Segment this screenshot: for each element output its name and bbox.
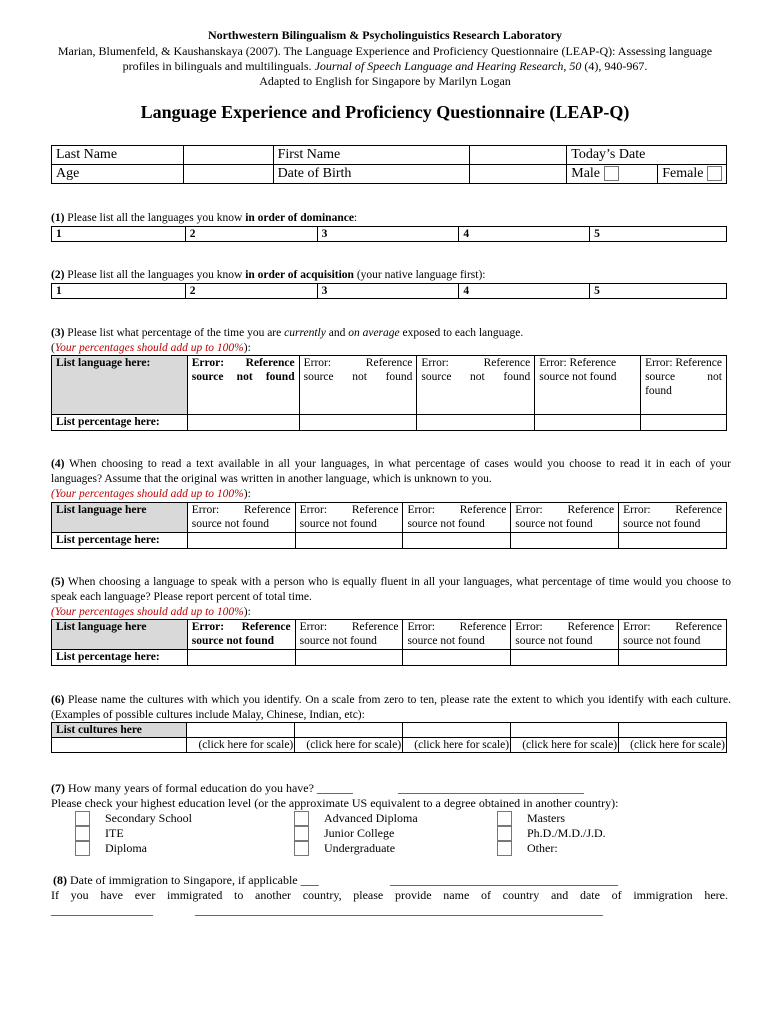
q2-emphasis: in order of acquisition	[245, 269, 354, 281]
diploma-checkbox[interactable]	[75, 841, 90, 856]
q3-currently: currently	[284, 327, 326, 339]
q5-note: (Your percentages should add up to 100%	[51, 606, 244, 618]
q6-number: (6)	[51, 694, 65, 706]
diploma-label: Diploma	[105, 841, 147, 855]
q2-cell-1[interactable]: 1	[52, 284, 186, 299]
q1-text: Please list all the languages you know	[64, 212, 246, 224]
ite-label: ITE	[105, 826, 124, 840]
undergraduate-label: Undergraduate	[324, 841, 396, 855]
q4-number: (4)	[51, 458, 65, 470]
q1-table	[51, 226, 727, 242]
phd-label: Ph.D./M.D./J.D.	[527, 826, 606, 840]
q5-note-close: ):	[243, 606, 251, 618]
q6-culture-cell-3[interactable]	[403, 723, 511, 738]
q1-emphasis: in order of dominance	[245, 212, 354, 224]
secondary-school-checkbox[interactable]	[75, 811, 90, 826]
q1-number: (1)	[51, 212, 65, 224]
q2-number: (2)	[51, 269, 65, 281]
q3-text: Please list what percentage of the time you are	[64, 327, 285, 339]
q3-language-cell-1[interactable]: Error: Reference source not found	[187, 356, 299, 415]
q6-culture-cell-4[interactable]	[511, 723, 619, 738]
q3-on-average: on average	[348, 327, 400, 339]
q4-language-cell-4[interactable]: Error: Reference source not found	[511, 503, 619, 533]
q4-row-language-label: List language here	[52, 503, 188, 533]
dob-field[interactable]	[469, 165, 567, 184]
dob-label: Date of Birth	[273, 165, 469, 184]
q3-note: Your percentages should add up to 100%	[54, 342, 244, 354]
last-name-field[interactable]	[183, 146, 273, 165]
q3-language-cell-3[interactable]: Error: Reference source not found	[417, 356, 535, 415]
q1-cell-2[interactable]: 2	[185, 227, 317, 242]
lab-name: Northwestern Bilingualism & Psycholinguistics Research Laboratory	[207, 28, 563, 42]
q2-cell-2[interactable]: 2	[185, 284, 317, 299]
first-name-field[interactable]	[469, 146, 567, 165]
female-cell	[658, 165, 727, 184]
q4-row-percentage-label: List percentage here:	[52, 533, 188, 549]
q6-scale-3[interactable]: (click here for scale)	[403, 738, 511, 753]
q7-text: How many years of formal education do you have? ______	[65, 781, 353, 795]
q5-number: (5)	[51, 576, 65, 588]
q6-scale-5[interactable]: (click here for scale)	[619, 738, 727, 753]
q2-text-end: (your native language first):	[353, 269, 486, 281]
q2-cell-3[interactable]: 3	[317, 284, 459, 299]
q4-note-close: ):	[243, 488, 251, 500]
q5-percent-cell-5[interactable]	[619, 650, 727, 666]
q4-language-cell-2[interactable]: Error: Reference source not found	[295, 503, 403, 533]
q4-language-cell-5[interactable]: Error: Reference source not found	[619, 503, 727, 533]
q6-scale-1[interactable]: (click here for scale)	[187, 738, 295, 753]
todays-date-field[interactable]	[658, 146, 727, 165]
q2-text: Please list all the languages you know	[64, 269, 246, 281]
male-cell	[567, 165, 658, 184]
q4-percent-cell-4[interactable]	[511, 533, 619, 549]
page-title: Language Experience and Proficiency Questionnaire (LEAP-Q)	[140, 102, 630, 122]
other-checkbox[interactable]	[497, 841, 512, 856]
q3-row-percentage-label: List percentage here:	[52, 415, 188, 431]
q8-number: (8)	[53, 873, 67, 887]
q2-cell-5[interactable]: 5	[590, 284, 727, 299]
q6-culture-cell-1[interactable]	[187, 723, 295, 738]
advanced-diploma-checkbox[interactable]	[294, 811, 309, 826]
q6-table	[51, 722, 727, 753]
q1-cell-5[interactable]: 5	[590, 227, 727, 242]
female-checkbox[interactable]	[707, 166, 722, 181]
q8-country-blank[interactable]: _________________	[51, 903, 153, 917]
q2-cell-4[interactable]: 4	[459, 284, 590, 299]
q3-language-cell-2[interactable]: Error: Reference source not found	[299, 356, 417, 415]
q8-prompt	[53, 873, 319, 888]
q8-date-blank[interactable]: ____________________________________________________________________	[195, 903, 603, 917]
q3-row-language-label: List language here:	[52, 356, 188, 415]
q4-note: (Your percentages should add up to 100%	[51, 488, 244, 500]
q5-language-cell-2[interactable]: Error: Reference source not found	[295, 620, 403, 650]
other-label: Other:	[527, 841, 558, 855]
masters-label: Masters	[527, 811, 565, 825]
q3-prompt	[51, 326, 731, 356]
q3-percent-cell-1[interactable]	[187, 415, 299, 431]
q5-table	[51, 619, 727, 666]
q5-prompt	[51, 575, 731, 620]
q2-prompt	[51, 268, 486, 283]
junior-college-checkbox[interactable]	[294, 826, 309, 841]
q3-percent-cell-4[interactable]	[535, 415, 641, 431]
q1-cell-1[interactable]: 1	[52, 227, 186, 242]
q5-language-cell-3[interactable]: Error: Reference source not found	[403, 620, 511, 650]
q5-language-cell-4[interactable]: Error: Reference source not found	[511, 620, 619, 650]
male-label: Male	[571, 166, 601, 181]
q6-scale-2[interactable]: (click here for scale)	[295, 738, 403, 753]
q8-other-country-prompt: If you have ever immigrated to another country, please provide name of country and date of immigration here.	[51, 888, 728, 902]
q4-prompt	[51, 457, 731, 502]
q4-percent-cell-5[interactable]	[619, 533, 727, 549]
todays-date-label: Today’s Date	[567, 146, 658, 165]
citation-volume: 50	[569, 59, 582, 73]
q3-percent-cell-2[interactable]	[299, 415, 417, 431]
q4-table	[51, 502, 727, 549]
q6-empty-cell	[52, 738, 187, 753]
undergraduate-checkbox[interactable]	[294, 841, 309, 856]
last-name-label: Last Name	[52, 146, 184, 165]
q6-culture-cell-2[interactable]	[295, 723, 403, 738]
q8-text: Date of immigration to Singapore, if applicable ___	[67, 873, 319, 887]
q3-note-close: ):	[243, 342, 251, 354]
q6-prompt	[51, 693, 731, 723]
q4-percent-cell-1[interactable]	[187, 533, 295, 549]
q5-row-percentage-label: List percentage here:	[52, 650, 188, 666]
q3-language-cell-5[interactable]: Error: Reference source not found	[641, 356, 727, 415]
q4-percent-cell-2[interactable]	[295, 533, 403, 549]
age-field[interactable]	[183, 165, 273, 184]
q5-language-cell-1[interactable]: Error: Reference source not found	[187, 620, 295, 650]
q4-percent-cell-3[interactable]	[403, 533, 511, 549]
adapted-note: Adapted to English for Singapore by Marilyn Logan	[259, 74, 511, 88]
age-label: Age	[52, 165, 184, 184]
q7-prompt	[51, 781, 353, 796]
q2-table	[51, 283, 727, 299]
q5-percent-cell-3[interactable]	[403, 650, 511, 666]
q3-note-open: (	[51, 342, 55, 354]
masters-checkbox[interactable]	[497, 811, 512, 826]
junior-college-label: Junior College	[324, 826, 395, 840]
q1-colon: :	[353, 212, 358, 224]
q4-language-cell-3[interactable]: Error: Reference source not found	[403, 503, 511, 533]
q1-prompt	[51, 211, 357, 226]
q5-percent-cell-1[interactable]	[187, 650, 295, 666]
secondary-school-label: Secondary School	[105, 811, 192, 825]
q4-language-cell-1[interactable]: Error: Reference source not found	[187, 503, 295, 533]
q1-cell-4[interactable]: 4	[459, 227, 590, 242]
citation-pages: (4), 940-967.	[581, 59, 648, 73]
q3-language-cell-4[interactable]: Error: Reference source not found	[535, 356, 641, 415]
citation-sep: ,	[563, 59, 570, 73]
q7-education-prompt: Please check your highest education level (or the approximate US equivalent to a degree obtained in another country):	[51, 796, 619, 810]
q5-row-language-label: List language here	[52, 620, 188, 650]
q8-blank[interactable]: ______________________________________	[390, 873, 618, 887]
ite-checkbox[interactable]	[75, 826, 90, 841]
q5-text: When choosing a language to speak with a person who is equally fluent in all your languages, what percentage of time would you choose to speak each language? Please report percent of total time.	[51, 576, 731, 603]
personal-info-table	[51, 145, 727, 184]
q7-blank[interactable]: _______________________________	[398, 781, 584, 795]
q3-number: (3)	[51, 327, 65, 339]
q5-language-cell-5[interactable]: Error: Reference source not found	[619, 620, 727, 650]
citation-journal: Journal of Speech Language and Hearing Research	[314, 59, 564, 73]
q6-culture-cell-5[interactable]	[619, 723, 727, 738]
citation	[40, 44, 730, 89]
q6-row-cultures-label: List cultures here	[52, 723, 187, 738]
q5-percent-cell-4[interactable]	[511, 650, 619, 666]
q5-percent-cell-2[interactable]	[295, 650, 403, 666]
q7-number: (7)	[51, 781, 65, 795]
q3-text-end: exposed to each language.	[399, 327, 524, 339]
q3-table	[51, 355, 727, 431]
phd-checkbox[interactable]	[497, 826, 512, 841]
q1-cell-3[interactable]: 3	[317, 227, 459, 242]
q3-and: and	[325, 327, 349, 339]
advanced-diploma-label: Advanced Diploma	[324, 811, 418, 825]
citation-text: Marian, Blumenfeld, & Kaushanskaya (2007). The Language Experience and Proficiency Questionnaire (LEAP-Q): Assessing language profiles in bilinguals and multilinguals.	[57, 44, 713, 73]
q6-scale-4[interactable]: (click here for scale)	[511, 738, 619, 753]
female-label: Female	[662, 166, 704, 181]
q6-text: Please name the cultures with which you identify. On a scale from zero to ten, please rate the extent to which you identify with each culture. (Examples of possible cultures include Malay, Chinese, Indian, etc):	[51, 694, 731, 721]
q3-percent-cell-3[interactable]	[417, 415, 535, 431]
q4-text: When choosing to read a text available in all your languages, in what percentage of cases would you choose to read it in each of your languages? Assume that the original was written in another language, which is unknown to you.	[51, 458, 731, 485]
first-name-label: First Name	[273, 146, 469, 165]
male-checkbox[interactable]	[604, 166, 619, 181]
q3-percent-cell-5[interactable]	[641, 415, 727, 431]
